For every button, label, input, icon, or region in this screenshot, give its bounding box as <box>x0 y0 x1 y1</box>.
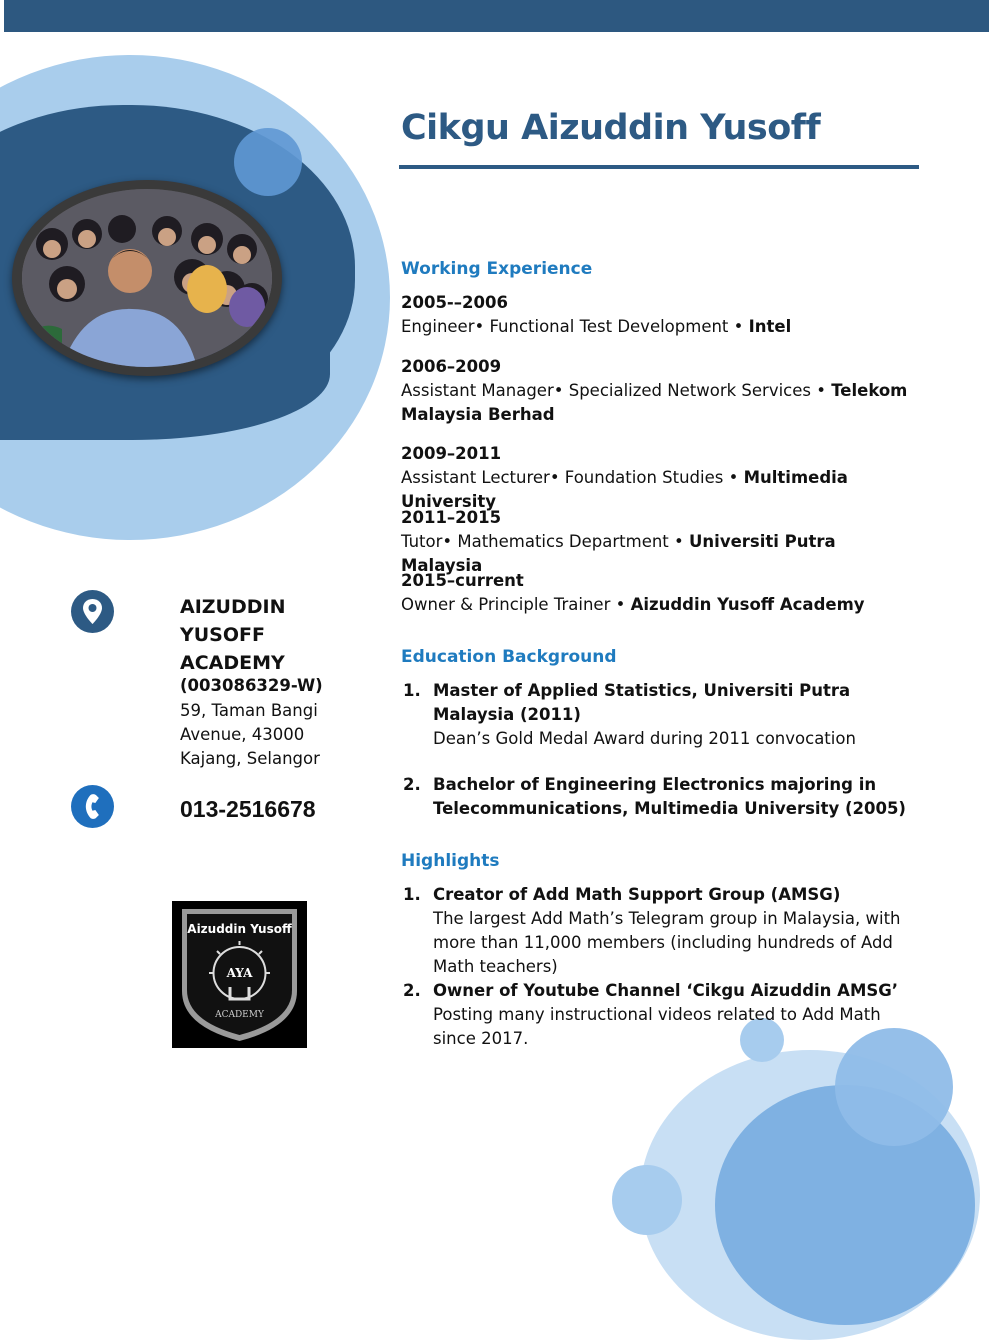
academy-name: AIZUDDIN YUSOFF ACADEMY <box>180 596 286 674</box>
work-org: Universiti Putra Malaysia <box>401 532 836 575</box>
highlight-item <box>401 979 921 1051</box>
section-title-education: Education Background <box>401 647 617 667</box>
section-title-highlights: Highlights <box>401 851 500 871</box>
work-org: Aizuddin Yusoff Academy <box>630 595 865 614</box>
highlight-item <box>401 883 921 979</box>
phone-icon <box>71 785 114 828</box>
work-entry <box>401 291 921 339</box>
work-entry <box>401 355 921 427</box>
name-underline <box>399 165 919 169</box>
highlight-detail: Posting many instructional videos related to Add Math since 2017. <box>433 1005 881 1048</box>
work-role: Owner & Principle Trainer • <box>401 595 631 614</box>
person-name: Cikgu Aizuddin Yusoff <box>401 108 821 148</box>
logo-mark-text: AYA <box>226 966 253 980</box>
highlight-title: Owner of Youtube Channel ‘Cikgu Aizuddin AMSG’ <box>433 981 899 1000</box>
work-org: Telekom Malaysia Berhad <box>401 381 908 424</box>
work-role: Assistant Lecturer• Foundation Studies • <box>401 468 744 487</box>
work-years: 2005-–2006 <box>401 293 508 312</box>
academy-logo <box>172 901 307 1048</box>
phone-number: 013-2516678 <box>180 796 316 822</box>
logo-top-text: Aizuddin Yusoff <box>187 922 292 936</box>
education-title: Master of Applied Statistics, Universiti Putra Malaysia (2011) <box>433 681 851 724</box>
list-number: 2. <box>403 775 421 794</box>
decorative-dot <box>234 128 302 196</box>
work-years: 2011–2015 <box>401 508 502 527</box>
top-banner <box>4 0 989 32</box>
work-org: Intel <box>748 317 792 336</box>
work-role: Tutor• Mathematics Department • <box>401 532 690 551</box>
work-years: 2006–2009 <box>401 357 502 376</box>
work-org: Multimedia University <box>401 468 848 511</box>
work-years: 2009–2011 <box>401 444 502 463</box>
work-role: Assistant Manager• Specialized Network Services • <box>401 381 832 400</box>
highlights-list <box>401 883 921 1051</box>
list-number: 2. <box>403 981 421 1000</box>
section-title-work: Working Experience <box>401 259 593 279</box>
highlight-detail: The largest Add Math’s Telegram group in Malaysia, with more than 11,000 members (including hundreds of Add Math teachers) <box>433 909 901 976</box>
work-entry <box>401 569 921 617</box>
highlight-title: Creator of Add Math Support Group (AMSG) <box>433 885 841 904</box>
work-entry <box>401 506 921 578</box>
education-title: Bachelor of Engineering Electronics majoring in Telecommunications, Multimedia University (2005) <box>433 775 906 818</box>
logo-bottom-text: ACADEMY <box>215 1010 264 1020</box>
list-number: 1. <box>403 681 421 700</box>
education-item <box>401 679 921 751</box>
profile-photo <box>22 189 272 367</box>
education-item <box>401 773 921 821</box>
work-entry <box>401 442 921 514</box>
decorative-circle-bottom-4 <box>612 1165 682 1235</box>
work-role: Engineer• Functional Test Development • <box>401 317 749 336</box>
academy-registration: (003086329-W) <box>180 676 323 695</box>
academy-address: 59, Taman Bangi Avenue, 43000 Kajang, Selangor <box>180 701 320 768</box>
list-number: 1. <box>403 885 421 904</box>
education-detail: Dean’s Gold Medal Award during 2011 convocation <box>433 729 856 748</box>
location-pin-icon <box>71 590 114 633</box>
work-years: 2015–current <box>401 571 524 590</box>
education-list <box>401 679 921 821</box>
